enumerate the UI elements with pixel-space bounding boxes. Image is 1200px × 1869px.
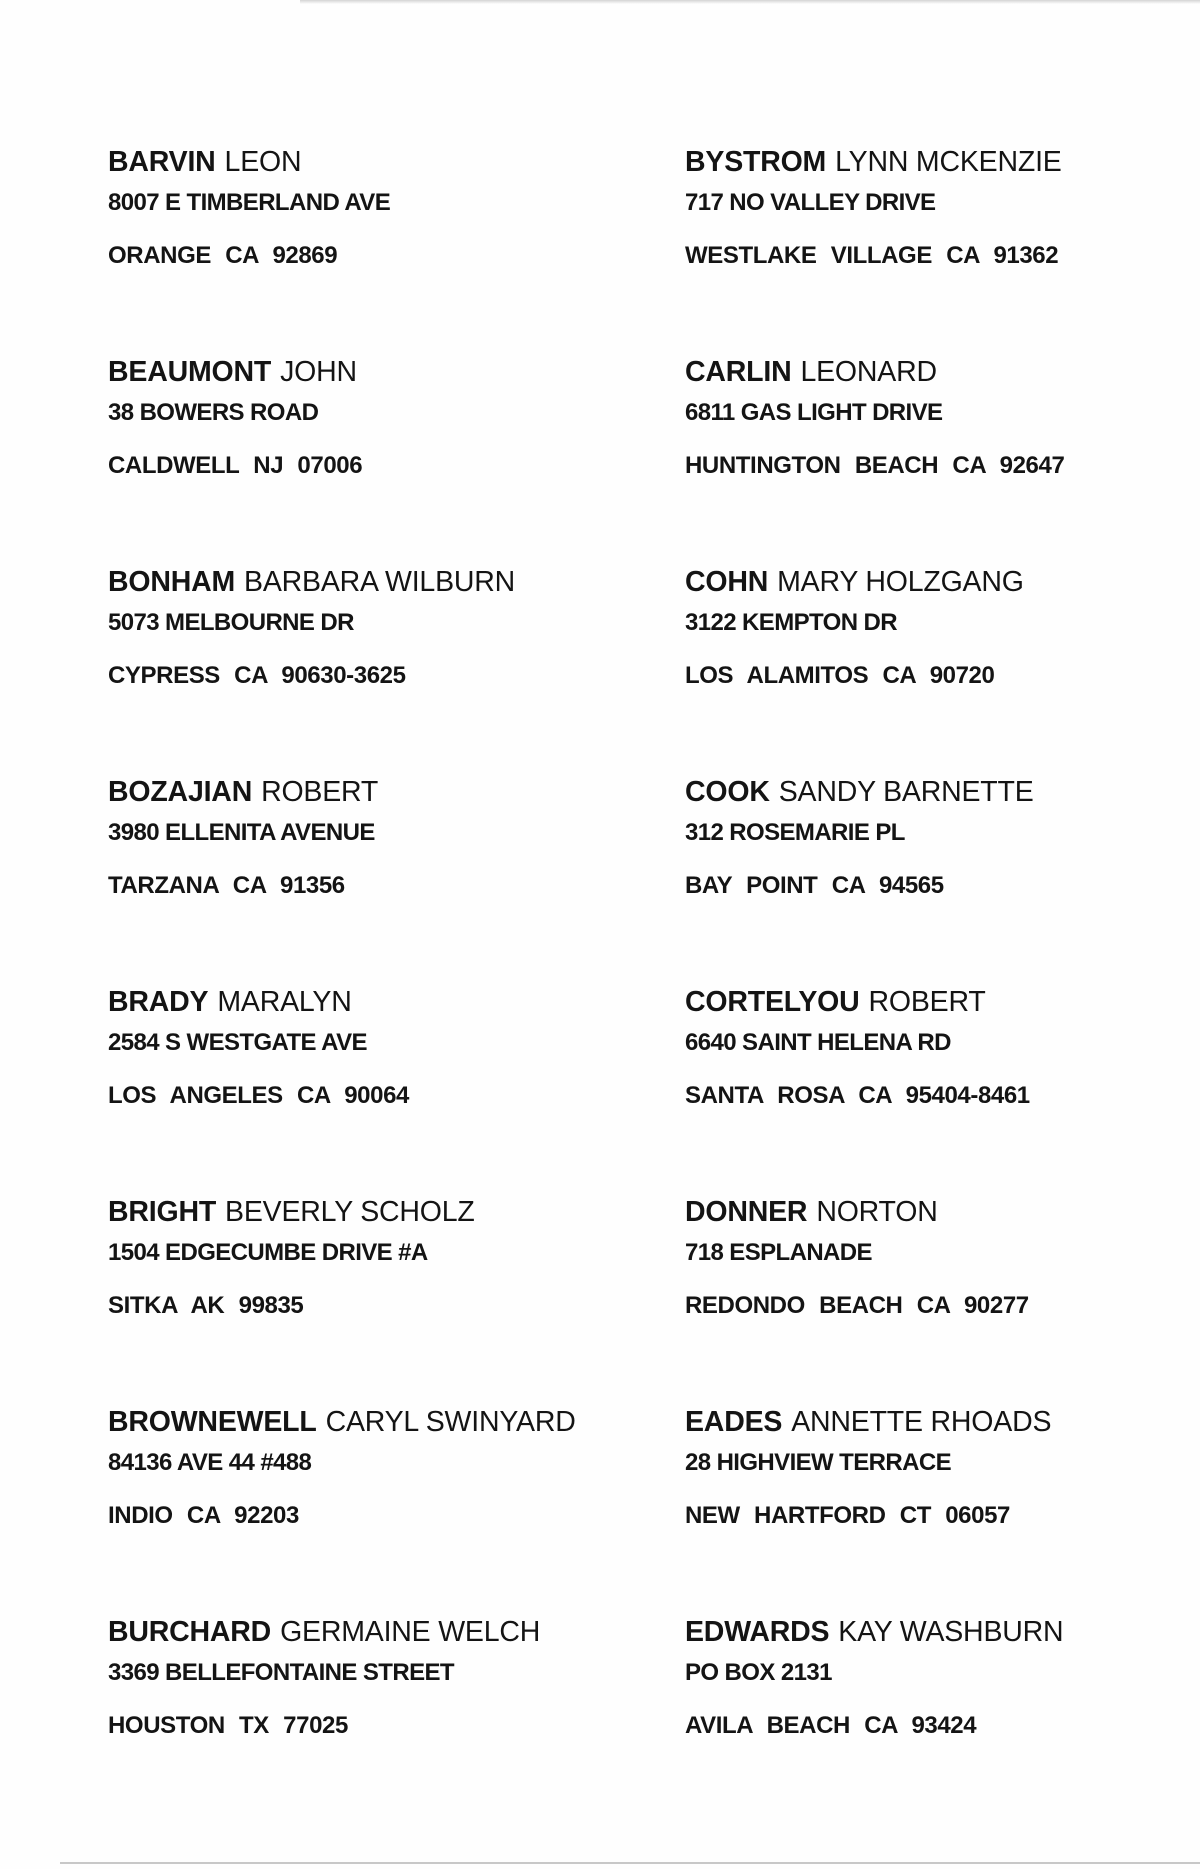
surname: CARLIN bbox=[685, 356, 792, 388]
address-label bbox=[685, 1615, 1105, 1825]
given-names: JOHN bbox=[280, 356, 357, 388]
surname: COHN bbox=[685, 566, 769, 598]
street-address: 3980 ELLENITA AVENUE bbox=[108, 819, 375, 846]
city-state-zip: REDONDO BEACH CA 90277 bbox=[685, 1292, 1029, 1319]
street-address: 6811 GAS LIGHT DRIVE bbox=[685, 399, 943, 426]
address-label bbox=[108, 775, 685, 985]
address-label bbox=[685, 1195, 1105, 1405]
city-state-zip: SITKA AK 99835 bbox=[108, 1292, 304, 1319]
name-line bbox=[685, 1615, 1063, 1649]
surname: BRADY bbox=[108, 986, 209, 1018]
address-label bbox=[685, 355, 1105, 565]
address-label bbox=[108, 1615, 685, 1825]
city-state-zip: HOUSTON TX 77025 bbox=[108, 1712, 348, 1739]
street-address: 717 NO VALLEY DRIVE bbox=[685, 189, 936, 216]
street-address: 6640 SAINT HELENA RD bbox=[685, 1029, 951, 1056]
given-names: BEVERLY SCHOLZ bbox=[225, 1196, 475, 1228]
surname: DONNER bbox=[685, 1196, 808, 1228]
name-line bbox=[108, 985, 352, 1019]
address-label bbox=[108, 355, 685, 565]
label-grid bbox=[108, 145, 1108, 1825]
address-label bbox=[685, 985, 1105, 1195]
street-address: 1504 EDGECUMBE DRIVE #A bbox=[108, 1239, 428, 1266]
address-label bbox=[108, 565, 685, 775]
surname: CORTELYOU bbox=[685, 986, 860, 1018]
surname: BROWNEWELL bbox=[108, 1406, 317, 1438]
city-state-zip: SANTA ROSA CA 95404-8461 bbox=[685, 1082, 1030, 1109]
street-address: 84136 AVE 44 #488 bbox=[108, 1449, 312, 1476]
given-names: KAY WASHBURN bbox=[838, 1616, 1064, 1648]
street-address: 8007 E TIMBERLAND AVE bbox=[108, 189, 391, 216]
name-line bbox=[108, 565, 515, 599]
name-line bbox=[108, 355, 357, 389]
street-address: 312 ROSEMARIE PL bbox=[685, 819, 905, 846]
surname: EADES bbox=[685, 1406, 783, 1438]
scan-top-edge bbox=[300, 0, 1200, 4]
surname: BRIGHT bbox=[108, 1196, 217, 1228]
name-line bbox=[685, 355, 937, 389]
given-names: LEONARD bbox=[800, 356, 937, 388]
city-state-zip: LOS ANGELES CA 90064 bbox=[108, 1082, 409, 1109]
street-address: 5073 MELBOURNE DR bbox=[108, 609, 354, 636]
surname: BURCHARD bbox=[108, 1616, 272, 1648]
address-label bbox=[108, 1195, 685, 1405]
name-line bbox=[108, 775, 378, 809]
address-label bbox=[685, 775, 1105, 985]
street-address: 3122 KEMPTON DR bbox=[685, 609, 897, 636]
city-state-zip: TARZANA CA 91356 bbox=[108, 872, 345, 899]
street-address: 38 BOWERS ROAD bbox=[108, 399, 319, 426]
given-names: BARBARA WILBURN bbox=[244, 566, 516, 598]
given-names: SANDY BARNETTE bbox=[778, 776, 1034, 808]
surname: BYSTROM bbox=[685, 146, 827, 178]
address-label bbox=[685, 1405, 1105, 1615]
name-line bbox=[685, 145, 1062, 179]
street-address: 3369 BELLEFONTAINE STREET bbox=[108, 1659, 454, 1686]
city-state-zip: CYPRESS CA 90630-3625 bbox=[108, 662, 406, 689]
name-line bbox=[108, 1405, 576, 1439]
name-line bbox=[685, 1195, 938, 1229]
city-state-zip: ORANGE CA 92869 bbox=[108, 242, 338, 269]
city-state-zip: INDIO CA 92203 bbox=[108, 1502, 299, 1529]
name-line bbox=[685, 775, 1034, 809]
name-line bbox=[685, 1405, 1051, 1439]
address-label bbox=[108, 985, 685, 1195]
given-names: ROBERT bbox=[261, 776, 379, 808]
address-label bbox=[685, 145, 1105, 355]
surname: BARVIN bbox=[108, 146, 216, 178]
given-names: MARALYN bbox=[217, 986, 352, 1018]
name-line bbox=[685, 985, 986, 1019]
city-state-zip: NEW HARTFORD CT 06057 bbox=[685, 1502, 1010, 1529]
name-line bbox=[685, 565, 1024, 599]
given-names: LEON bbox=[224, 146, 302, 178]
given-names: ANNETTE RHOADS bbox=[791, 1406, 1052, 1438]
city-state-zip: AVILA BEACH CA 93424 bbox=[685, 1712, 977, 1739]
address-label bbox=[108, 1405, 685, 1615]
given-names: NORTON bbox=[816, 1196, 938, 1228]
given-names: MARY HOLZGANG bbox=[777, 566, 1024, 598]
bottom-edge-rule bbox=[60, 1862, 1200, 1864]
given-names: CARYL SWINYARD bbox=[325, 1406, 576, 1438]
surname: BONHAM bbox=[108, 566, 236, 598]
address-label bbox=[108, 145, 685, 355]
surname: BEAUMONT bbox=[108, 356, 272, 388]
street-address: 718 ESPLANADE bbox=[685, 1239, 872, 1266]
surname: EDWARDS bbox=[685, 1616, 830, 1648]
given-names: LYNN MCKENZIE bbox=[835, 146, 1062, 178]
street-address: PO BOX 2131 bbox=[685, 1659, 832, 1686]
street-address: 2584 S WESTGATE AVE bbox=[108, 1029, 367, 1056]
address-label bbox=[685, 565, 1105, 775]
name-line bbox=[108, 1195, 475, 1229]
city-state-zip: LOS ALAMITOS CA 90720 bbox=[685, 662, 995, 689]
city-state-zip: HUNTINGTON BEACH CA 92647 bbox=[685, 452, 1065, 479]
name-line bbox=[108, 1615, 540, 1649]
city-state-zip: WESTLAKE VILLAGE CA 91362 bbox=[685, 242, 1059, 269]
city-state-zip: BAY POINT CA 94565 bbox=[685, 872, 944, 899]
street-address: 28 HIGHVIEW TERRACE bbox=[685, 1449, 951, 1476]
given-names: ROBERT bbox=[868, 986, 986, 1018]
name-line bbox=[108, 145, 301, 179]
given-names: GERMAINE WELCH bbox=[280, 1616, 541, 1648]
surname: COOK bbox=[685, 776, 770, 808]
city-state-zip: CALDWELL NJ 07006 bbox=[108, 452, 363, 479]
surname: BOZAJIAN bbox=[108, 776, 253, 808]
